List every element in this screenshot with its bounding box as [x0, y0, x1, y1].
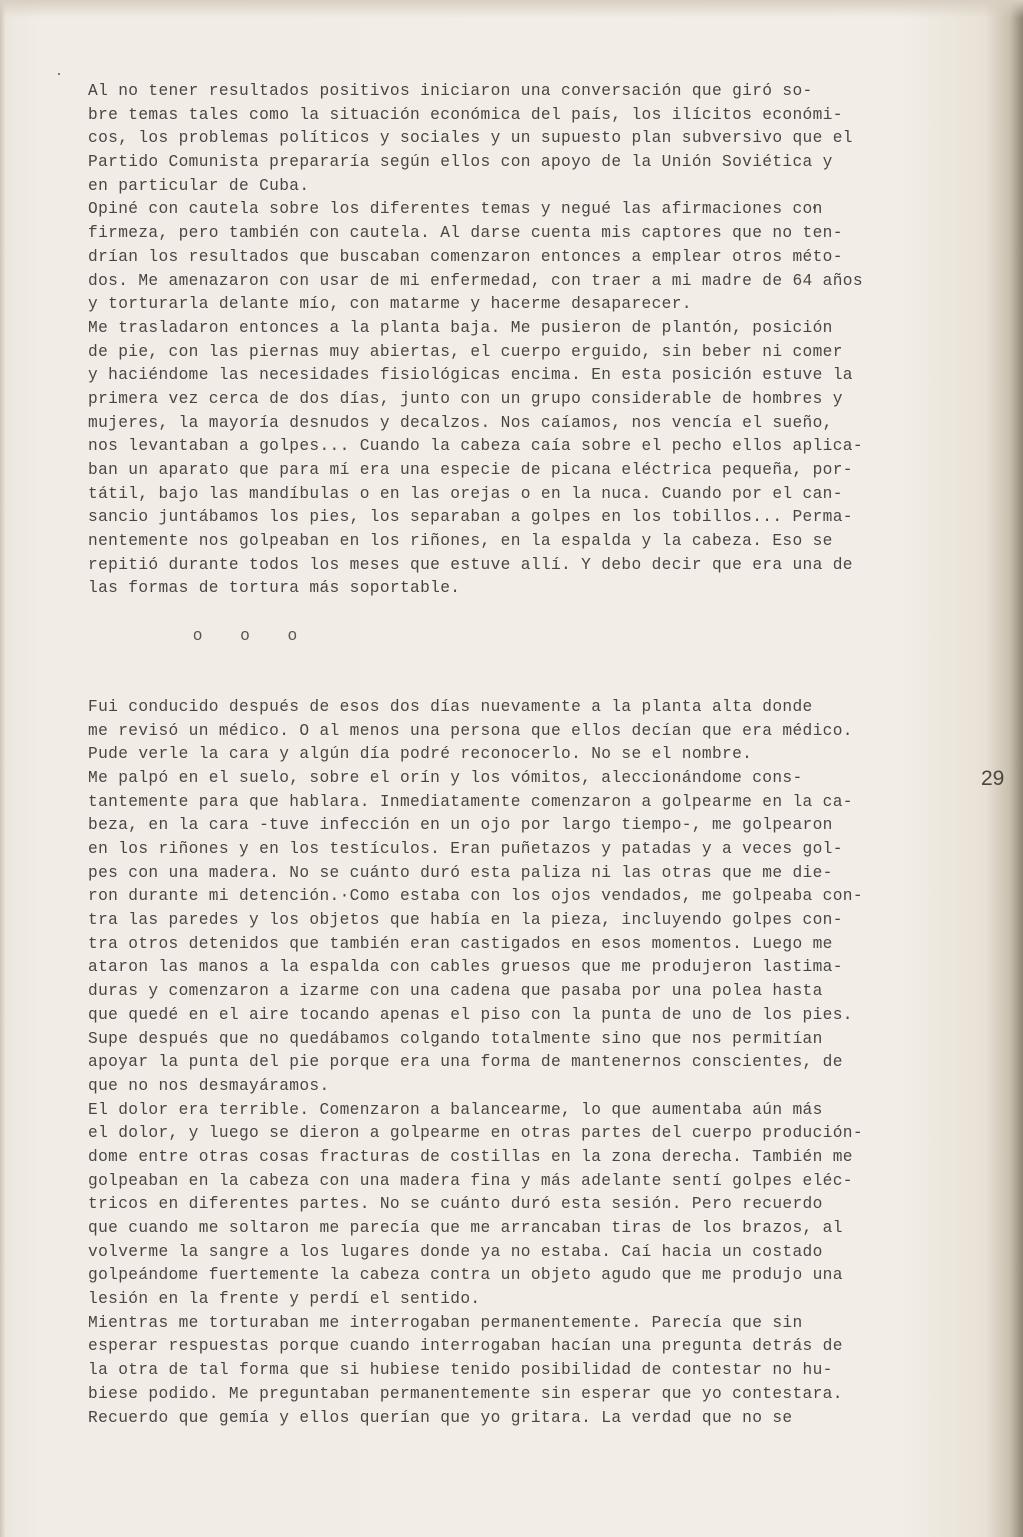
text-line: Me trasladaron entonces a la planta baja. Me pusieron de plantón, posición — [88, 318, 833, 337]
text-line: biese podido. Me preguntaban permanentemente sin esperar que yo contestara. — [88, 1384, 843, 1403]
spacer — [88, 601, 983, 625]
spacer — [88, 649, 983, 673]
text-line: cos, los problemas políticos y sociales y un supuesto plan subversivo que el — [88, 129, 853, 148]
text-line: firmeza, pero también con cautela. Al darse cuenta mis captores que no ten- — [88, 224, 843, 243]
text-line: me revisó un médico. O al menos una persona que ellos decían que era médico. — [88, 721, 853, 740]
text-line: tricos en diferentes partes. No se cuánto duró esta sesión. Pero recuerdo — [88, 1195, 823, 1214]
text-line: que no nos desmayáramos. — [88, 1076, 330, 1095]
text-line: pes con una madera. No se cuánto duró esta paliza ni las otras que me die- — [88, 863, 833, 882]
text-line: drían los resultados que buscaban comenzaron entonces a emplear otros méto- — [88, 247, 843, 266]
text-line: Me palpó en el suelo, sobre el orín y los vómitos, aleccionándome cons- — [88, 768, 803, 787]
text-line: ban un aparato que para mí era una especie de picana eléctrica pequeña, por- — [88, 461, 853, 479]
text-line: de pie, con las piernas muy abiertas, el cuerpo erguido, sin beber ni comer — [88, 342, 843, 361]
section-1 — [88, 80, 983, 601]
text-line: en los riñones y en los testículos. Eran puñetazos y patadas y a veces gol- — [88, 840, 843, 858]
text-line: tantemente para que hablara. Inmediatamente comenzaron a golpearme en la ca- — [88, 792, 853, 811]
text-line: en particular de Cuba. — [88, 176, 310, 195]
text-line: que quedé en el aire tocando apenas el piso con la punta de uno de los pies. — [88, 1005, 853, 1024]
text-line: dos. Me amenazaron con usar de mi enfermedad, con traer a mi madre de 64 años — [88, 271, 863, 290]
page-number: 29 — [981, 767, 1005, 790]
text-line: tra las paredes y los objetos que había en la pieza, incluyendo golpes con- — [88, 911, 843, 930]
text-line: Al no tener resultados positivos iniciaron una conversación que giró so- — [88, 82, 813, 100]
text-line: que cuando me soltaron me parecía que me arrancaban tiras de los brazos, al — [88, 1219, 843, 1237]
spacer — [88, 672, 983, 696]
text-line: las formas de tortura más soportable. — [88, 579, 461, 598]
text-line: esperar respuestas porque cuando interrogaban hacían una pregunta detrás de — [88, 1337, 843, 1356]
text-line: Fui conducido después de esos dos días nuevamente a la planta alta donde — [88, 697, 813, 716]
text-line: Mientras me torturaban me interrogaban permanentemente. Parecía que sin — [88, 1313, 803, 1332]
text-line: duras y comenzaron a izarme con una cadena que pasaba por una polea hasta — [88, 982, 823, 1001]
text-line: Supe después que no quedábamos colgando totalmente sino que nos permitían — [88, 1029, 823, 1048]
section-separator: o o o — [192, 626, 312, 645]
text-line: ataron las manos a la espalda con cables gruesos que me produjeron lastima- — [88, 958, 843, 977]
text-line: tátil, bajo las mandíbulas o en las orejas o en la nuca. Cuando por el can- — [88, 484, 843, 503]
ink-dot — [58, 73, 60, 75]
body-text — [88, 80, 983, 1430]
text-line: nos levantaban a golpes... Cuando la cabeza caía sobre el pecho ellos aplica- — [88, 437, 863, 456]
text-line: Partido Comunista prepararía según ellos con apoyo de la Unión Soviética y — [88, 153, 833, 172]
text-line: repitió durante todos los meses que estuve allí. Y debo decir que era una de — [88, 555, 853, 574]
text-line: Pude verle la cara y algún día podré reconocerlo. No se el nombre. — [88, 745, 753, 764]
text-line: apoyar la punta del pie porque era una forma de mantenernos conscientes, de — [88, 1053, 843, 1072]
text-line: la otra de tal forma que si hubiese tenido posibilidad de contestar no hu- — [88, 1361, 833, 1380]
text-line: mujeres, la mayoría desnudos y decalzos. Nos caíamos, nos vencía el sueño, — [88, 413, 833, 432]
section-2 — [88, 696, 983, 1430]
text-line: el dolor, y luego se dieron a golpearme en otras partes del cuerpo produción- — [88, 1124, 863, 1143]
text-line: sancio juntábamos los pies, los separaban a golpes en los tobillos... Perma- — [88, 508, 853, 527]
text-line: golpeándome fuertemente la cabeza contra un objeto agudo que me produjo una — [88, 1266, 843, 1285]
text-line: primera vez cerca de dos días, junto con un grupo considerable de hombres y — [88, 389, 843, 408]
text-line: ron durante mi detención.·Como estaba con los ojos vendados, me golpeaba con- — [88, 887, 863, 906]
text-line: golpeaban en la cabeza con una madera fina y más adelante sentí golpes eléc- — [88, 1171, 853, 1190]
text-line: lesión en la frente y perdí el sentido. — [88, 1290, 481, 1309]
text-line: y torturarla delante mío, con matarme y hacerme desaparecer. — [88, 295, 692, 314]
text-line: dome entre otras cosas fracturas de costillas en la zona derecha. También me — [88, 1147, 853, 1166]
text-line: beza, en la cara -tuve infección en un ojo por largo tiempo-, me golpearon — [88, 816, 833, 835]
text-line: nentemente nos golpeaban en los riñones, en la espalda y la cabeza. Eso se — [88, 532, 833, 551]
text-line: volverme la sangre a los lugares donde ya no estaba. Caí hacia un costado — [88, 1242, 823, 1261]
text-line: Recuerdo que gemía y ellos querían que yo gritara. La verdad que no se — [88, 1408, 793, 1427]
text-line: tra otros detenidos que también eran castigados en esos momentos. Luego me — [88, 934, 833, 953]
text-line: bre temas tales como la situación económica del país, los ilícitos económi- — [88, 105, 843, 124]
text-line: y haciéndome las necesidades fisiológicas encima. En esta posición estuve la — [88, 366, 853, 385]
text-line: El dolor era terrible. Comenzaron a balancearme, lo que aumentaba aún más — [88, 1100, 823, 1119]
text-line: Opiné con cautela sobre los diferentes temas y negué las afirmaciones con — [88, 200, 823, 219]
